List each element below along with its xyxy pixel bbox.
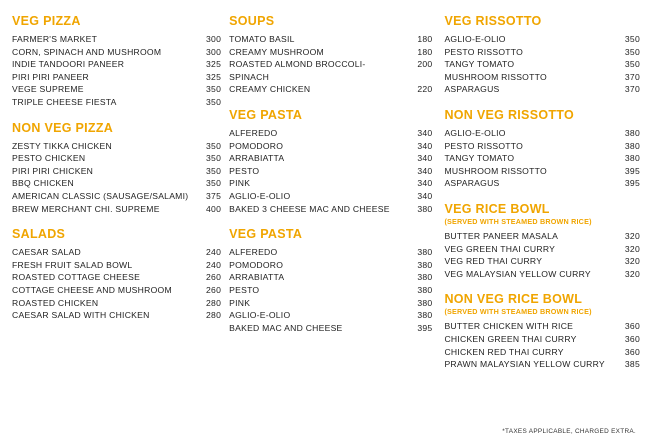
menu-item[interactable] — [229, 46, 432, 59]
menu-item-list — [12, 140, 221, 216]
menu-item-price: 340 — [417, 165, 433, 176]
menu-item-list — [229, 33, 432, 96]
menu-item[interactable] — [229, 259, 432, 272]
menu-section-note: (SERVED WITH STEAMED BROWN RICE) — [444, 216, 592, 226]
menu-item[interactable] — [229, 284, 432, 297]
menu-item-price: 260 — [206, 284, 222, 295]
menu-item[interactable] — [444, 127, 640, 140]
menu-item-list — [444, 230, 640, 280]
menu-item-name: CREAMY CHICKEN — [229, 84, 311, 95]
menu-item-name: PINK — [229, 178, 251, 189]
menu-item-price: 360 — [624, 346, 640, 357]
menu-item-list — [444, 320, 640, 370]
menu-section — [444, 292, 640, 370]
menu-item-name: ALFEREDO — [229, 127, 278, 138]
menu-item-name: TANGY TOMATO — [444, 59, 515, 70]
menu-section-title: SOUPS — [229, 14, 275, 28]
menu-item-price: 340 — [417, 153, 433, 164]
menu-item-name: PIRI PIRI CHICKEN — [12, 165, 94, 176]
menu-item-price: 320 — [624, 256, 640, 267]
menu-item-name: ROASTED COTTAGE CHEESE — [12, 272, 141, 283]
menu-item[interactable] — [229, 33, 432, 46]
menu-item-name-continuation: SPINACH — [229, 71, 270, 82]
menu-item-name: PESTO CHICKEN — [12, 153, 86, 164]
menu-item-name: BAKED 3 CHEESE MAC AND CHEESE — [229, 203, 390, 214]
menu-item-list — [12, 246, 221, 322]
menu-item-name: VEG MALAYSIAN YELLOW CURRY — [444, 268, 591, 279]
menu-item-price: 395 — [624, 178, 640, 189]
menu-item-name: ROASTED ALMOND BROCCOLI- — [229, 59, 366, 70]
menu-item[interactable] — [229, 83, 432, 96]
menu-item-name: CAESAR SALAD WITH CHICKEN — [12, 310, 150, 321]
menu-section-title: VEG RICE BOWL — [444, 201, 550, 216]
menu-item-price: 260 — [206, 272, 222, 283]
menu-item-name: ARRABIATTA — [229, 153, 285, 164]
menu-item-price: 300 — [206, 34, 222, 44]
menu-item-price: 385 — [624, 359, 640, 370]
menu-item-list — [229, 127, 432, 215]
menu-item-name: ALFEREDO — [229, 247, 278, 258]
menu-item-price: 350 — [206, 140, 222, 151]
menu-item-name: PESTO RISSOTTO — [444, 46, 524, 57]
menu-item-name: MUSHROOM RISSOTTO — [444, 165, 547, 176]
menu-item-name: ZESTY TIKKA CHICKEN — [12, 140, 112, 151]
menu-item-price: 340 — [417, 140, 433, 151]
menu-item-price: 325 — [206, 59, 222, 70]
menu-item-price: 320 — [624, 268, 640, 279]
menu-item-name: PRAWN MALAYSIAN YELLOW CURRY — [444, 359, 605, 370]
menu-item[interactable] — [229, 177, 432, 190]
menu-item-price: 375 — [206, 190, 222, 201]
menu-item-name: CHICKEN RED THAI CURRY — [444, 346, 564, 357]
menu-item[interactable] — [12, 190, 221, 203]
menu-item[interactable] — [12, 246, 221, 259]
menu-section-title: VEG PIZZA — [12, 14, 81, 28]
menu-item[interactable] — [12, 58, 221, 71]
menu-item-price: 380 — [417, 284, 433, 295]
menu-item[interactable] — [229, 190, 432, 203]
menu-section — [444, 202, 640, 280]
menu-item-price: 380 — [624, 127, 640, 138]
menu-item-name: BUTTER PANEER MASALA — [444, 230, 559, 241]
menu-item-name: ROASTED CHICKEN — [12, 297, 99, 308]
menu-item[interactable] — [444, 140, 640, 153]
menu-item[interactable] — [12, 177, 221, 190]
menu-item[interactable] — [229, 297, 432, 310]
menu-item-name: COTTAGE CHEESE AND MUSHROOM — [12, 284, 172, 295]
menu-item-name: BBQ CHICKEN — [12, 178, 74, 189]
menu-item[interactable] — [229, 322, 432, 335]
menu-item-price: 395 — [624, 165, 640, 176]
menu-item-name: CORN, SPINACH AND MUSHROOM — [12, 46, 162, 57]
menu-section — [444, 108, 640, 190]
menu-item-name: FARMER'S MARKET — [12, 34, 98, 44]
menu-item-price: 350 — [624, 34, 640, 44]
menu-item-name: POMODORO — [229, 259, 284, 270]
menu-item[interactable] — [12, 297, 221, 310]
menu-item[interactable] — [229, 127, 432, 140]
menu-item-name: PESTO — [229, 165, 260, 176]
menu-item-price: 320 — [624, 230, 640, 241]
menu-item-price: 200 — [417, 59, 433, 70]
menu-item-price: 220 — [417, 84, 433, 95]
menu-item-name: TOMATO BASIL — [229, 34, 295, 44]
menu-item-price: 350 — [206, 153, 222, 164]
menu-item-price: 400 — [206, 203, 222, 214]
menu-item-name: AMERICAN CLASSIC (SAUSAGE/SALAMI) — [12, 190, 189, 201]
menu-item[interactable] — [444, 83, 640, 96]
menu-item[interactable] — [444, 165, 640, 178]
menu-item[interactable] — [12, 33, 221, 46]
menu-item[interactable] — [12, 71, 221, 84]
menu-item[interactable] — [12, 165, 221, 178]
menu-item-price: 350 — [206, 96, 222, 107]
menu-item-name: VEGE SUPREME — [12, 84, 84, 95]
menu-section — [444, 14, 640, 96]
menu-item[interactable] — [229, 165, 432, 178]
menu-section-title: VEG PASTA — [229, 227, 303, 242]
menu-item[interactable] — [12, 83, 221, 96]
menu-section — [12, 121, 221, 216]
menu-item-price: 380 — [417, 310, 433, 321]
menu-item[interactable] — [229, 246, 432, 259]
menu-item-name: PINK — [229, 297, 251, 308]
menu-item-price: 350 — [206, 165, 222, 176]
menu-item-name: PIRI PIRI PANEER — [12, 71, 89, 82]
menu-column-1 — [10, 14, 221, 441]
menu-item-name: CHICKEN GREEN THAI CURRY — [444, 333, 577, 344]
menu-item-price: 380 — [624, 153, 640, 164]
menu-item-name: VEG RED THAI CURRY — [444, 256, 543, 267]
menu-item-price: 380 — [417, 259, 433, 270]
menu-item-price: 380 — [417, 272, 433, 283]
menu-item[interactable] — [444, 346, 640, 359]
menu-item[interactable] — [12, 309, 221, 322]
menu-item[interactable] — [229, 309, 432, 322]
menu-item[interactable] — [12, 140, 221, 153]
menu-item-price: 395 — [417, 322, 433, 333]
menu-item-price: 350 — [624, 59, 640, 70]
menu-item-price: 360 — [624, 333, 640, 344]
menu-item-list — [444, 33, 640, 96]
menu-item[interactable] — [444, 230, 640, 243]
menu-item-name: BAKED MAC AND CHEESE — [229, 322, 343, 333]
menu-item-price: 380 — [417, 203, 433, 214]
menu-item-name: AGLIO-E-OLIO — [444, 34, 506, 44]
menu-item-name: FRESH FRUIT SALAD BOWL — [12, 259, 133, 270]
menu-item-price: 370 — [624, 71, 640, 82]
menu-item-name: CREAMY MUSHROOM — [229, 46, 324, 57]
menu-item-price: 280 — [206, 297, 222, 308]
menu-item[interactable] — [12, 203, 221, 216]
menu-item-name: ARRABIATTA — [229, 272, 285, 283]
menu-item-name: ASPARAGUS — [444, 84, 500, 95]
menu-item[interactable] — [229, 152, 432, 165]
menu-item[interactable] — [444, 33, 640, 46]
menu-section — [229, 108, 432, 215]
menu-item[interactable] — [229, 140, 432, 153]
menu-item[interactable] — [229, 58, 432, 71]
menu-item-price: 380 — [624, 140, 640, 151]
menu-item-name: ASPARAGUS — [444, 178, 500, 189]
menu-item[interactable] — [444, 152, 640, 165]
menu-column-3 — [432, 14, 640, 441]
menu-item[interactable] — [12, 284, 221, 297]
menu-item[interactable] — [12, 271, 221, 284]
menu-section — [12, 227, 221, 322]
menu-item[interactable] — [444, 71, 640, 84]
menu-section-note: (SERVED WITH STEAMED BROWN RICE) — [444, 307, 592, 317]
tax-note: *TAXES APPLICABLE, CHARGED EXTRA. — [502, 428, 636, 435]
menu-item-name: PESTO — [229, 284, 260, 295]
menu-item[interactable] — [444, 333, 640, 346]
menu-item-price: 340 — [417, 190, 433, 201]
menu-item[interactable] — [444, 243, 640, 256]
menu-section-title: NON VEG RICE BOWL — [444, 292, 583, 307]
menu-item[interactable] — [229, 203, 432, 216]
menu-item-price: 325 — [206, 71, 222, 82]
menu-item-name: BREW MERCHANT CHI. SUPREME — [12, 203, 160, 214]
menu-item-name: AGLIO-E-OLIO — [229, 310, 291, 321]
menu-item-price: 380 — [417, 247, 433, 258]
menu-item-price: 370 — [624, 84, 640, 95]
menu-item-list — [12, 33, 221, 109]
menu-item-name: INDIE TANDOORI PANEER — [12, 59, 125, 70]
menu-item-price: 320 — [624, 243, 640, 254]
menu-item-name: PESTO RISSOTTO — [444, 140, 524, 151]
menu-section-title: NON VEG RISSOTTO — [444, 107, 575, 122]
menu-item[interactable] — [444, 177, 640, 190]
menu-item-name: MUSHROOM RISSOTTO — [444, 71, 547, 82]
menu-item-price: 240 — [206, 247, 222, 258]
menu-item-list — [229, 246, 432, 334]
menu-item-name: AGLIO-E-OLIO — [444, 127, 506, 138]
menu-item[interactable] — [12, 152, 221, 165]
menu-item-name: TRIPLE CHEESE FIESTA — [12, 96, 117, 107]
menu-section-title: NON VEG PIZZA — [12, 120, 114, 135]
menu-item-name: CAESAR SALAD — [12, 247, 81, 258]
menu-item[interactable] — [444, 358, 640, 371]
menu-item-price: 340 — [417, 127, 433, 138]
menu-section — [12, 14, 221, 109]
menu-section — [229, 14, 432, 96]
menu-item-price: 380 — [417, 297, 433, 308]
menu-item[interactable] — [444, 58, 640, 71]
menu-section — [229, 227, 432, 334]
menu-item-price: 300 — [206, 46, 222, 57]
menu-section-title: VEG PASTA — [229, 107, 303, 122]
menu-section-title: SALADS — [12, 227, 66, 242]
menu-item-price: 180 — [417, 34, 433, 44]
menu-item[interactable] — [444, 268, 640, 281]
menu-item-price: 360 — [624, 321, 640, 332]
menu-item-price: 350 — [206, 178, 222, 189]
menu-item[interactable] — [444, 46, 640, 59]
menu-item[interactable] — [12, 46, 221, 59]
menu-item[interactable] — [444, 320, 640, 333]
menu-item-price: 350 — [624, 46, 640, 57]
menu-item-name: AGLIO-E-OLIO — [229, 190, 291, 201]
menu-item-price: 340 — [417, 178, 433, 189]
menu-section-title: VEG RISSOTTO — [444, 14, 542, 28]
menu-item-price: 180 — [417, 46, 433, 57]
menu-item-name: BUTTER CHICKEN WITH RICE — [444, 321, 574, 332]
menu-item-price: 240 — [206, 259, 222, 270]
menu-item-price: 350 — [206, 84, 222, 95]
menu-item[interactable] — [229, 271, 432, 284]
menu-item[interactable] — [12, 259, 221, 272]
menu-item-name: POMODORO — [229, 140, 284, 151]
menu-item-list — [444, 127, 640, 190]
menu-column-2 — [221, 14, 432, 441]
menu-item-price: 280 — [206, 310, 222, 321]
menu-item-name: VEG GREEN THAI CURRY — [444, 243, 556, 254]
menu-item[interactable] — [444, 255, 640, 268]
menu-item[interactable] — [12, 96, 221, 109]
menu-item-name: TANGY TOMATO — [444, 153, 515, 164]
